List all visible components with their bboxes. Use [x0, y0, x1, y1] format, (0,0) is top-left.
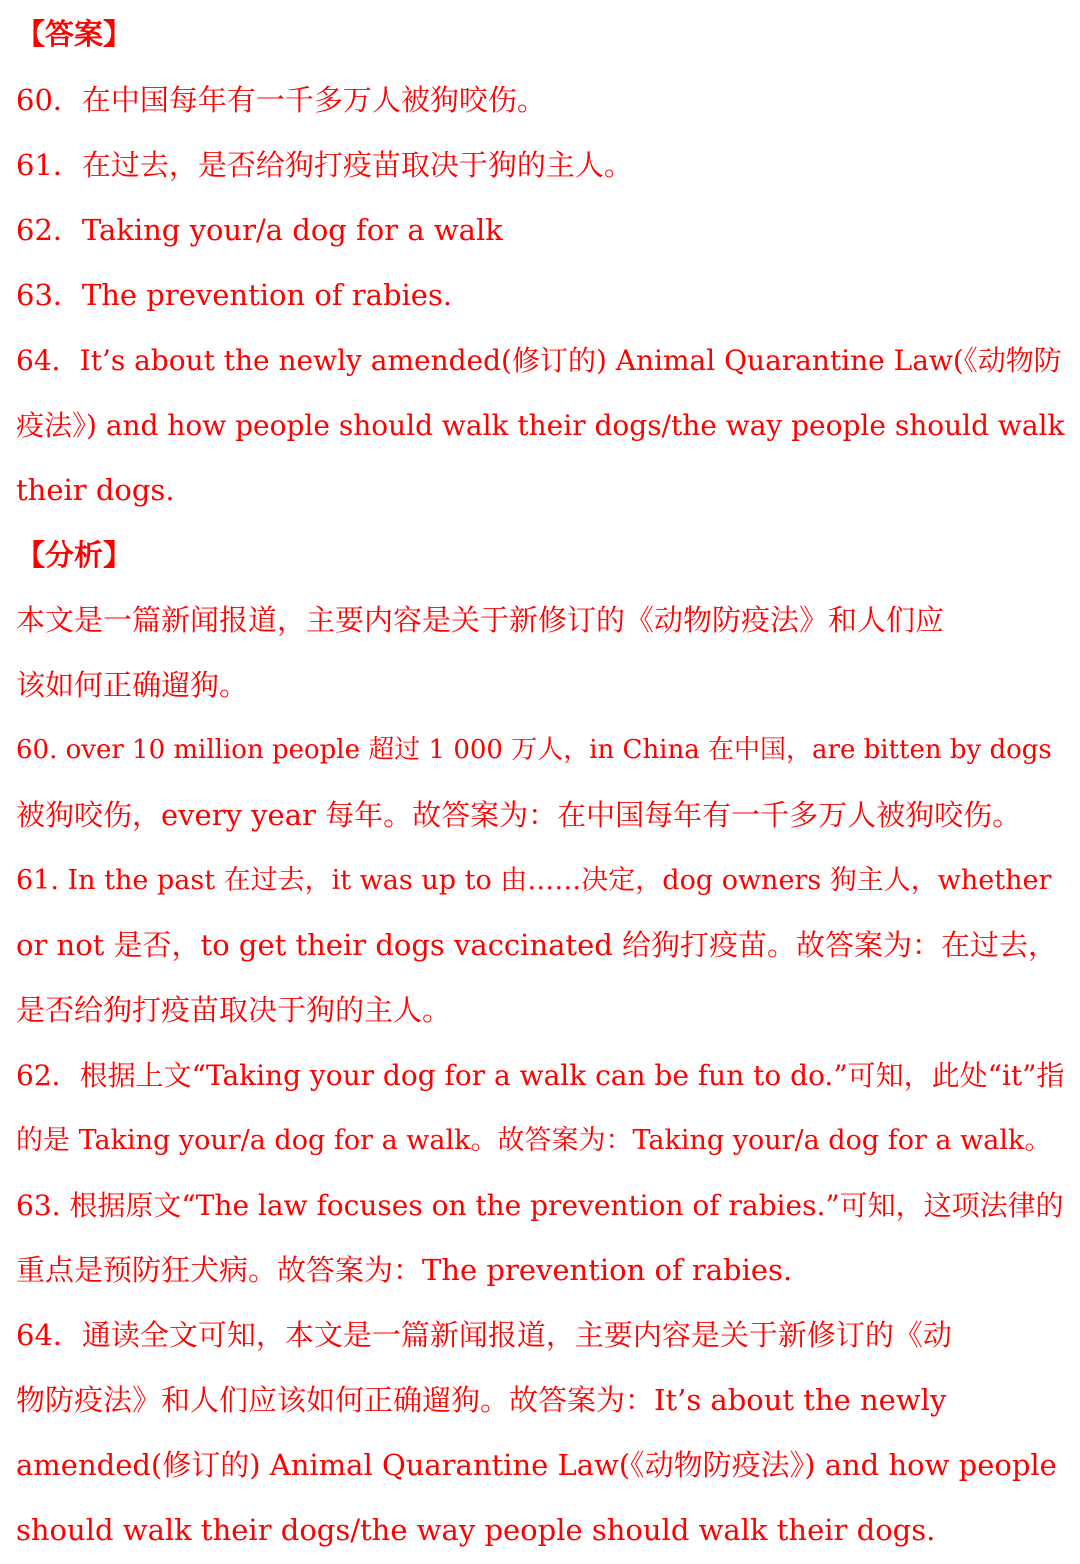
analysis-line-61-part-1: 61. In the past 在过去，it was up to 由……决定，dog owners 狗主人，whether: [16, 865, 1052, 896]
analysis-line-summary-1: 本文是一篇新闻报道，主要内容是关于新修订的《动物防疫法》和人们应: [16, 603, 945, 637]
answer-line-61: 61．在过去，是否给狗打疫苗取决于狗的主人。: [16, 148, 633, 182]
analysis-line-64-part-3: amended(修订的) Animal Quarantine Law(《动物防疫法》) and how people: [16, 1448, 1057, 1482]
analysis-line-64-part-1: 64．通读全文可知，本文是一篇新闻报道，主要内容是关于新修订的《动: [16, 1318, 952, 1352]
analysis-line-60-part-2: 被狗咬伤，every year 每年。故答案为：在中国每年有一千多万人被狗咬伤。: [16, 798, 1022, 832]
analysis-line-64-part-4: should walk their dogs/the way people should walk their dogs.: [16, 1513, 936, 1547]
answer-line-64-part-1: 64．It’s about the newly amended(修订的) Animal Quarantine Law(《动物防: [16, 344, 1062, 377]
answer-line-63: 63．The prevention of rabies.: [16, 278, 453, 312]
analysis-heading: 【分析】: [16, 538, 133, 572]
analysis-line-64-part-2: 物防疫法》和人们应该如何正确遛狗。故答案为：It’s about the newly: [16, 1383, 947, 1417]
analysis-section: [16, 588, 1068, 1563]
answer-line-64-part-3: their dogs.: [16, 473, 175, 507]
answer-line-62: 62．Taking your/a dog for a walk: [16, 213, 503, 247]
analysis-line-62-part-2: 的是 Taking your/a dog for a walk。故答案为：Taking your/a dog for a walk。: [16, 1125, 1052, 1156]
answer-section: [16, 68, 1068, 523]
analysis-line-61-part-3: 是否给狗打疫苗取决于狗的主人。: [16, 993, 452, 1027]
analysis-line-60-part-1: 60. over 10 million people 超过 1 000 万人，in China 在中国，are bitten by dogs: [16, 735, 1052, 765]
analysis-line-63-part-2: 重点是预防狂犬病。故答案为：The prevention of rabies.: [16, 1253, 793, 1287]
answer-line-60: 60．在中国每年有一千多万人被狗咬伤。: [16, 83, 546, 117]
analysis-line-61-part-2: or not 是否，to get their dogs vaccinated 给狗打疫苗。故答案为：在过去，: [16, 928, 1058, 962]
answer-document: [16, 0, 1068, 1563]
analysis-line-62-part-1: 62．根据上文“Taking your dog for a walk can be fun to do.”可知，此处“it”指: [16, 1059, 1065, 1092]
answer-heading: 【答案】: [16, 17, 133, 51]
answer-line-64-part-2: 疫法》) and how people should walk their dogs/the way people should walk: [16, 409, 1065, 442]
analysis-line-summary-2: 该如何正确遛狗。: [16, 668, 249, 702]
analysis-line-63-part-1: 63. 根据原文“The law focuses on the prevention of rabies.”可知，这项法律的: [16, 1189, 1064, 1222]
